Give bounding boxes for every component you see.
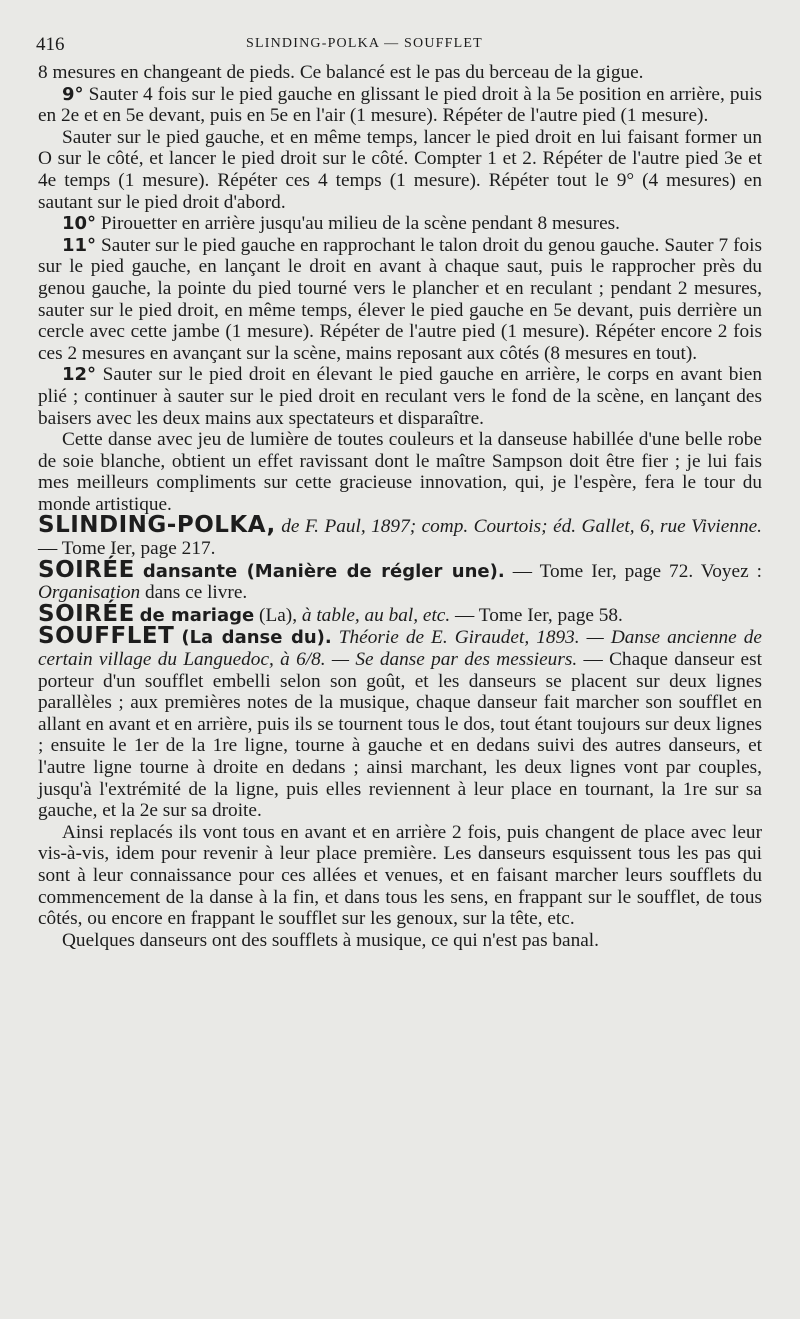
entry-italic: à table, au bal, etc. [301,604,451,626]
entry-italic: Théorie de E. Giraudet, 1893. — Danse ancienne de certain village du Languedoc, à 6/8. — Se danse par des messieurs. [38,627,762,671]
paragraph: Cette danse avec jeu de lumière de toutes couleurs et la danseuse habillée d'une belle robe de soie blanche, obtient un effet ravissant dont le maître Sampson doit être fier ; je lui fais mes meilleurs compliments sur cette gracieuse innovation, qui, je l'espère, fera le tour du monde artistique. [38,429,762,515]
running-head: SLINDING-POLKA — SOUFFLET [246,36,483,51]
entry-text: — Tome Ier, page 72. Voyez : [512,560,762,582]
entry-subhead: (La danse du). [181,627,332,649]
step-number: 11° [62,234,97,256]
entry-italic: Organisation [38,582,141,604]
entry-slinding-polka [38,512,762,560]
entry-subhead: dansante (Manière de régler une). [142,560,505,582]
page-number: 416 [36,34,65,55]
entry-soiree-dansante [38,556,762,604]
paragraph: Quelques danseurs ont des soufflets à musique, ce qui n'est pas banal. [62,929,599,951]
entry-text: (La), [259,604,298,626]
paragraph-step-12 [38,364,762,429]
paragraph-text: Pirouetter en arrière jusqu'au milieu de la scène pendant 8 mesures. [100,213,620,235]
entry-italic: de F. Paul, 1897; comp. Courtois; éd. Gallet, 6, rue Vivienne. [281,516,762,538]
paragraph-text: Sauter sur le pied droit en élevant le pied gauche en arrière, le corps en avant bien plié ; continuer à sauter sur le pied droit en reculant vers le fond de la scène, en lançant des baisers avec les deux mains aux spectateurs et disparaître. [38,364,762,429]
page-header [36,30,764,60]
entry-text: dans ce livre. [144,582,248,604]
paragraph-step-11 [38,235,762,365]
entry-headword: SOIRÉE [38,556,135,583]
entry-soufflet [38,623,762,822]
paragraph-text: Sauter sur le pied gauche en rapprochant le talon droit du genou gauche. Sauter 7 fois sur le pied gauche, en lançant le droit en avant à chaque saut, puis le rapprocher près du genou gauche, la pointe du pied tourné vers le plancher et en reculant ; pendant 2 mesures, sauter sur le pied droit, en même temps, élever le pied gauche en 5e devant, puis derrière un cercle avec cette jambe (1 mesure). Répéter de l'autre pied (1 mesure). Répéter encore 2 fois ces 2 mesures en avançant sur la scène, mains reposant aux côtés (8 mesures en tout). [38,234,762,364]
step-number: 12° [62,364,97,386]
entry-headword: SOIRÉE [38,600,135,627]
entry-headword: SOUFFLET [38,623,175,650]
step-number: 10° [62,213,97,235]
paragraph: Ainsi replacés ils vont tous en avant et en arrière 2 fois, puis changent de place avec leur vis-à-vis, idem pour revenir à leur place première. Les danseurs esquissent tous les pas qui sont à leur connaissance pour ces allées et venues, et en faisant marcher leurs soufflets du commencement de la danse à la fin, et dans tous les sens, en frappant sur le soufflet, de tous côtés, ou encore en frappant le soufflet sur les genoux, sur la tête, etc. [38,821,762,930]
page-body [38,62,762,951]
paragraph-text: Sauter 4 fois sur le pied gauche en glissant le pied droit à la 5e position en arrière, puis en 2e et en 5e devant, puis en 5e en l'air (1 mesure). Répéter de l'autre pied (1 mesure). [38,83,762,127]
entry-headword: SLINDING-POLKA, [38,512,276,539]
paragraph-step-9 [38,84,762,127]
entry-text: — Chaque danseur est porteur d'un soufflet embelli selon son goût, et les danseurs se placent sur deux lignes parallèles ; aux premières notes de la musique, chaque danseur fait marcher son soufflet en allant en avant et en arrière, puis ils se tournent tous le dos, tout étant toujours sur deux lignes ; ensuite le 1er de la 1re ligne, tourne à gauche et en dedans suivi des autres danseurs, et l'autre ligne tourne à droite en dedans ; ainsi marchant, les deux lignes vont par couples, jusqu'à l'extrémité de la ligne, puis elles reviennent à leur place en tournant, la 1re sur sa gauche, et la 2e sur sa droite. [38,649,762,822]
step-number: 9° [62,83,84,105]
entry-subhead: de mariage [139,604,255,626]
entry-text: — Tome Ier, page 58. [455,604,623,626]
paragraph: 8 mesures en changeant de pieds. Ce balancé est le pas du berceau de la gigue. [38,62,644,83]
paragraph-step-10 [38,213,762,235]
entry-text: — Tome Ier, page 217. [38,538,216,560]
paragraph: Sauter sur le pied gauche, et en même temps, lancer le pied droit en lui faisant former un O sur le côté, et lancer le pied droit sur le côté. Compter 1 et 2. Répéter de l'autre pied 3e et 4e temps (1 mesure). Répéter ces 4 temps (1 mesure). Répéter tout le 9° (4 mesures) en sautant sur le pied droit d'abord. [38,126,762,213]
